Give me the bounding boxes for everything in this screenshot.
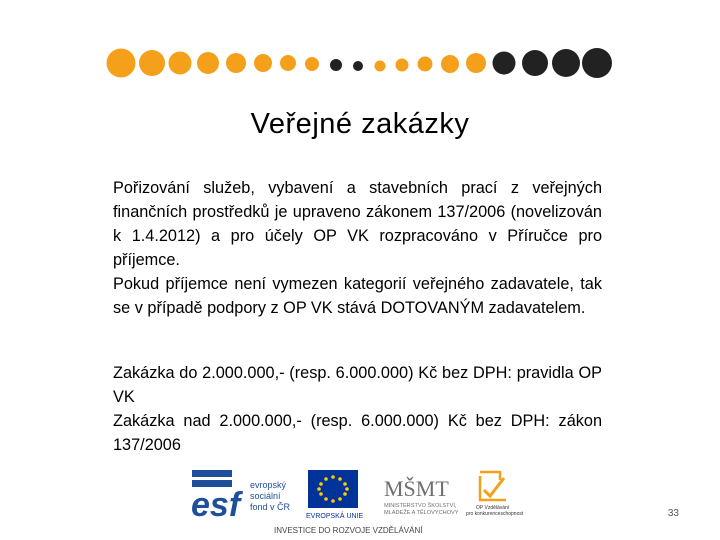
msmt-text-line: MINISTERSTVO ŠKOLSTVÍ,	[384, 503, 457, 509]
dot-dark	[493, 52, 516, 75]
paragraph: Zakázka nad 2.000.000,- (resp. 6.000.000) Kč bez DPH: zákon 137/2006	[113, 412, 602, 454]
msmt-mark: MŠMT	[384, 476, 449, 501]
dot-dark	[582, 48, 612, 78]
msmt-text-line: MLÁDEŽE A TĚLOVÝCHOVY	[384, 510, 459, 516]
esf-letters: esf	[191, 486, 241, 524]
dot-orange	[375, 61, 386, 72]
opvk-text-line: pro konkurenceschopnost	[466, 511, 524, 517]
decorative-dot-row	[0, 0, 720, 110]
body-text-block-2	[113, 361, 602, 457]
esf-text-line: fond v ČR	[250, 502, 291, 512]
eu-caption: EVROPSKÁ UNIE	[306, 513, 364, 520]
tagline: INVESTICE DO ROZVOJE VZDĚLÁVÁNÍ	[274, 526, 423, 535]
dot-orange	[169, 52, 192, 75]
dot-dark	[552, 49, 580, 77]
dot-orange	[197, 52, 219, 74]
body-text-block-1	[113, 176, 602, 320]
opvk-logo	[466, 472, 524, 517]
dot-orange	[139, 50, 165, 76]
logo-bar	[190, 462, 535, 540]
paragraph: Pokud příjemce není vymezen kategorií veřejného zadavatele, tak se v případě podpory z OP VK stává DOTOVANÝM zadavatelem.	[113, 275, 602, 317]
dot-dark	[522, 50, 548, 76]
dot-orange	[396, 59, 409, 72]
dot-dark	[353, 61, 363, 71]
paragraph: Zakázka do 2.000.000,- (resp. 6.000.000) Kč bez DPH: pravidla OP VK	[113, 364, 602, 406]
dot-orange	[466, 53, 486, 73]
eu-flag-logo	[306, 470, 364, 520]
esf-logo	[191, 470, 291, 524]
dot-dark	[330, 59, 342, 71]
page-number: 33	[667, 508, 679, 519]
msmt-logo	[384, 476, 459, 516]
dot-orange	[305, 57, 319, 71]
slide-title: Veřejné zakázky	[250, 108, 470, 140]
dot-orange	[418, 57, 433, 72]
paragraph: Pořizování služeb, vybavení a stavebních prací z veřejných finančních prostředků je upraveno zákonem 137/2006 (novelizován k 1.4.2012) a pro účely OP VK rozpracováno v Příručce pro příjemce.	[113, 179, 602, 269]
dot-orange	[280, 55, 296, 71]
esf-text-line: sociální	[250, 491, 281, 501]
dot-orange	[107, 49, 136, 78]
dot-orange	[254, 54, 272, 72]
dot-orange	[441, 55, 459, 73]
esf-text-line: evropský	[250, 480, 287, 490]
opvk-text-line: OP Vzdělávání	[476, 505, 510, 511]
dot-orange	[226, 53, 246, 73]
